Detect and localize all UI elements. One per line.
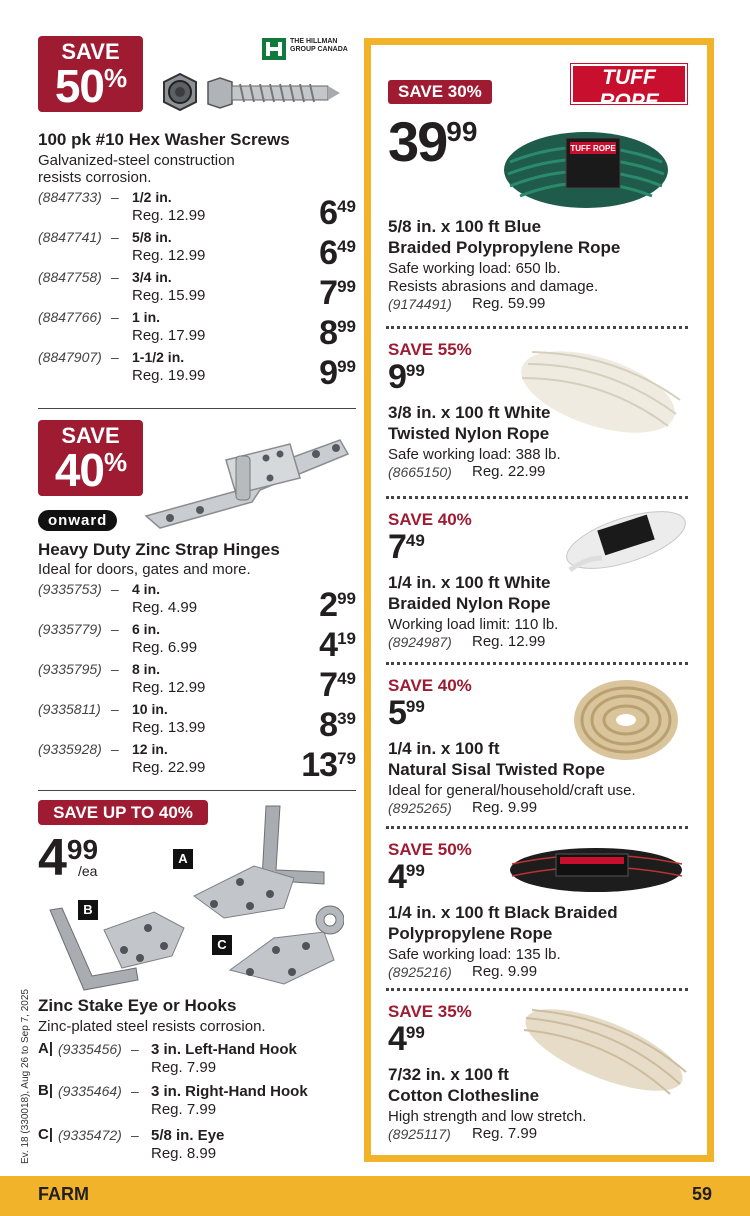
dotted-divider: [386, 326, 688, 329]
sale-price-dollars: 9: [319, 354, 338, 392]
sku-number: (8924987): [388, 634, 452, 650]
sale-price-dollars: 7: [319, 666, 338, 704]
regular-price: Reg. 9.99: [472, 799, 538, 816]
cotton-clothesline-image: [520, 1004, 688, 1098]
regular-price: Reg. 7.99: [151, 1059, 217, 1076]
save-50-badge: SAVE 50%: [38, 36, 143, 112]
tuff-rope-tagline: PREMIUM QUALITY: [593, 114, 665, 120]
regular-price: Reg. 17.99: [132, 327, 206, 344]
sku-separator: –: [131, 1041, 139, 1057]
product-title-line-2: Braided Nylon Rope: [388, 594, 551, 613]
hooks-price-cents: 99: [66, 834, 99, 865]
sku-number: (9335779): [38, 621, 102, 637]
sku-number: (9335811): [38, 701, 101, 717]
hillman-brand: THE HILLMAN GROUP CANADA: [290, 38, 348, 53]
sale-price: [319, 276, 356, 310]
strap-hinge-image: [140, 432, 354, 532]
white-braided-rope-image: [556, 508, 690, 580]
badge-percent: 50: [54, 60, 105, 112]
sku-number: (8847766): [38, 309, 102, 325]
regular-price: Reg. 12.99: [472, 633, 546, 650]
sale-price: [388, 696, 425, 730]
hooks-per-each: /ea: [78, 863, 98, 879]
page-number: 59: [691, 1184, 712, 1204]
variant-name: 3 in. Left-Hand Hook: [151, 1041, 297, 1058]
sku-separator: –: [111, 661, 119, 677]
sale-price-cents: 99: [405, 861, 425, 880]
divider: [38, 790, 356, 791]
screws-desc-1: Galvanized-steel construction: [38, 152, 235, 169]
sku-number: (8847733): [38, 189, 102, 205]
save-badge: SAVE 30%: [388, 80, 492, 104]
sale-price: [319, 316, 356, 350]
sale-price-cents: 49: [337, 237, 356, 256]
regular-price: Reg. 8.99: [151, 1145, 217, 1162]
screws-title: 100 pk #10 Hex Washer Screws: [38, 130, 290, 149]
sale-price-dollars: 5: [388, 694, 406, 732]
sale-price-dollars: 13: [301, 746, 338, 784]
save-40-badge: SAVE 40%: [38, 420, 143, 496]
save-label: SAVE 40%: [388, 676, 472, 695]
sku-number: (9335928): [38, 741, 102, 757]
badge-save-label: SAVE: [61, 39, 120, 64]
sale-price: [319, 628, 356, 662]
sku-separator: –: [111, 621, 119, 637]
product-desc-1: Safe working load: 135 lb.: [388, 946, 561, 963]
regular-price: Reg. 4.99: [132, 599, 198, 616]
regular-price: Reg. 59.99: [472, 295, 546, 312]
product-title-line-1: 1/4 in. x 100 ft Black Braided: [388, 903, 618, 922]
save-label: SAVE 35%: [388, 1002, 472, 1021]
regular-price: Reg. 9.99: [472, 963, 538, 980]
sale-price-dollars: 6: [319, 234, 338, 272]
size-option: 1/2 in.: [132, 189, 172, 205]
sale-price: [388, 530, 425, 564]
sale-price-cents: 49: [405, 531, 425, 550]
size-option: 6 in.: [132, 621, 161, 637]
product-title-line-2: Polypropylene Rope: [388, 924, 553, 943]
regular-price: Reg. 7.99: [151, 1101, 217, 1118]
sale-price-cents: 99: [337, 277, 356, 296]
sale-price-dollars: 4: [388, 858, 406, 896]
product-desc-1: Safe working load: 388 lb.: [388, 446, 561, 463]
sku-number: (8847758): [38, 269, 102, 285]
sku-separator: –: [111, 229, 119, 245]
sku-number: (8847907): [38, 349, 102, 365]
sale-price-cents: 99: [337, 357, 356, 376]
sale-price-dollars: 9: [388, 358, 406, 396]
product-title-line-1: 5/8 in. x 100 ft Blue: [388, 217, 542, 236]
save-label: SAVE 55%: [388, 340, 472, 359]
sku-number: (8847741): [38, 229, 102, 245]
blue-rope-image: [500, 122, 672, 212]
sale-price: [388, 1022, 425, 1056]
tuff-rope-logo: [571, 64, 687, 120]
badge-percent: 40: [54, 444, 105, 496]
hinges-desc: Ideal for doors, gates and more.: [38, 561, 251, 578]
sale-price-cents: 99: [405, 1023, 425, 1042]
sku-number: (9335795): [38, 661, 102, 677]
size-option: 1-1/2 in.: [132, 349, 185, 365]
sale-price-cents: 99: [446, 116, 478, 147]
hex-screw-image: [152, 68, 342, 122]
variant-letter: C|: [38, 1126, 54, 1143]
hillman-mark-icon: [262, 38, 288, 60]
sku-separator: –: [111, 741, 119, 757]
sale-price-dollars: 7: [319, 274, 338, 312]
sale-price: [319, 708, 356, 742]
sku-number: (8925265): [388, 800, 452, 816]
screws-desc-2: resists corrosion.: [38, 169, 152, 186]
hooks-desc: Zinc-plated steel resists corrosion.: [38, 1018, 266, 1035]
sale-price-cents: 49: [337, 669, 356, 688]
white-twisted-rope-image: [508, 344, 686, 436]
size-option: 12 in.: [132, 741, 168, 757]
divider: [38, 408, 356, 409]
svg-text:TUFF ROPE: TUFF ROPE: [570, 144, 616, 153]
onward-logo: onward: [38, 510, 117, 531]
sale-price-dollars: 8: [319, 314, 338, 352]
size-option: 4 in.: [132, 581, 161, 597]
sale-price-cents: 79: [337, 749, 356, 768]
footer-bar: [0, 1176, 750, 1216]
variant-name: 5/8 in. Eye: [151, 1127, 225, 1144]
sku-separator: –: [111, 309, 119, 325]
save-label: SAVE 50%: [388, 840, 472, 859]
product-title-line-2: Cotton Clothesline: [388, 1086, 540, 1105]
section-label: FARM: [38, 1184, 89, 1204]
size-option: 5/8 in.: [132, 229, 172, 245]
sale-price-dollars: 4: [388, 1020, 406, 1058]
size-option: 3/4 in.: [132, 269, 172, 285]
sale-price-dollars: 6: [319, 194, 338, 232]
label-a: A: [173, 849, 193, 869]
sale-price-cents: 99: [405, 361, 425, 380]
dotted-divider: [386, 662, 688, 665]
dotted-divider: [386, 988, 688, 991]
sale-price-cents: 99: [337, 317, 356, 336]
variant-letter: B|: [38, 1082, 54, 1099]
sku-separator: –: [111, 349, 119, 365]
sale-price: [319, 668, 356, 702]
tuff-rope-brand: TUFF ROPE: [599, 66, 659, 113]
regular-price: Reg. 13.99: [132, 719, 206, 736]
hillman-logo: [262, 38, 362, 62]
label-c: C: [212, 935, 232, 955]
sale-price: [388, 360, 425, 394]
sale-price: [319, 588, 356, 622]
sale-price-dollars: 2: [319, 586, 338, 624]
label-b: B: [78, 900, 98, 920]
regular-price: Reg. 22.99: [472, 463, 546, 480]
sale-price: [319, 196, 356, 230]
hooks-title: Zinc Stake Eye or Hooks: [38, 996, 237, 1015]
regular-price: Reg. 6.99: [132, 639, 198, 656]
sku-separator: –: [111, 581, 119, 597]
product-title-line-2: Twisted Nylon Rope: [388, 424, 550, 443]
sale-price-dollars: 7: [388, 528, 406, 566]
sku-number: (9335456): [58, 1041, 122, 1057]
variant-name: 3 in. Right-Hand Hook: [151, 1083, 308, 1100]
regular-price: Reg. 12.99: [132, 247, 206, 264]
product-title-line-2: Braided Polypropylene Rope: [388, 238, 621, 257]
regular-price: Reg. 12.99: [132, 679, 206, 696]
hooks-price-dollars: 4: [38, 829, 67, 887]
product-title-line-2: Natural Sisal Twisted Rope: [388, 760, 605, 779]
product-desc-1: High strength and low stretch.: [388, 1108, 587, 1125]
hinges-title: Heavy Duty Zinc Strap Hinges: [38, 540, 280, 559]
sku-separator: –: [111, 189, 119, 205]
regular-price: Reg. 7.99: [472, 1125, 538, 1142]
sidebar-event-code: Ev. 18 (330018), Aug 26 to Sep 7, 2025: [20, 989, 31, 1164]
variant-letter: A|: [38, 1040, 54, 1057]
sale-price-cents: 49: [337, 197, 356, 216]
product-desc-1: Safe working load: 650 lb.: [388, 260, 561, 277]
sale-price: [388, 860, 425, 894]
product-title-line-1: 1/4 in. x 100 ft White: [388, 573, 551, 592]
sku-number: (8925216): [388, 964, 452, 980]
stake-hooks-image: [44, 800, 344, 992]
sku-number: (9335464): [58, 1083, 122, 1099]
sale-price-cents: 39: [337, 709, 356, 728]
sku-number: (9174491): [388, 296, 452, 312]
sale-price-dollars: 39: [388, 110, 447, 173]
sale-price: [388, 110, 478, 173]
product-title-line-1: 3/8 in. x 100 ft White: [388, 403, 551, 422]
badge-save-label: SAVE: [61, 423, 120, 448]
regular-price: Reg. 19.99: [132, 367, 206, 384]
sku-number: (8925117): [388, 1126, 451, 1142]
save-label: SAVE 40%: [388, 510, 472, 529]
sale-price: [301, 748, 356, 782]
product-desc-1: Working load limit: 110 lb.: [388, 616, 559, 633]
save-up-to-40-badge: SAVE UP TO 40%: [38, 800, 208, 825]
size-option: 10 in.: [132, 701, 168, 717]
product-title-line-1: 1/4 in. x 100 ft: [388, 739, 500, 758]
sale-price: [319, 236, 356, 270]
sku-separator: –: [131, 1083, 139, 1099]
product-desc-1: Ideal for general/household/craft use.: [388, 782, 636, 799]
black-braided-rope-image: [500, 842, 690, 896]
sale-price-cents: 99: [337, 589, 356, 608]
sisal-rope-image: [570, 674, 682, 764]
regular-price: Reg. 22.99: [132, 759, 206, 776]
sale-price-cents: 19: [337, 629, 356, 648]
size-option: 8 in.: [132, 661, 161, 677]
sku-number: (9335753): [38, 581, 102, 597]
sale-price-cents: 99: [405, 697, 425, 716]
sku-number: (9335472): [58, 1127, 122, 1143]
regular-price: Reg. 15.99: [132, 287, 206, 304]
sale-price-dollars: 4: [319, 626, 338, 664]
dotted-divider: [386, 496, 688, 499]
sale-price: [319, 356, 356, 390]
sale-price-dollars: 8: [319, 706, 338, 744]
sku-separator: –: [131, 1127, 139, 1143]
sku-separator: –: [111, 269, 119, 285]
sku-number: (8665150): [388, 464, 452, 480]
regular-price: Reg. 12.99: [132, 207, 206, 224]
product-title-line-1: 7/32 in. x 100 ft: [388, 1065, 509, 1084]
size-option: 1 in.: [132, 309, 161, 325]
product-desc-2: Resists abrasions and damage.: [388, 278, 599, 295]
dotted-divider: [386, 826, 688, 829]
sku-separator: –: [111, 701, 119, 717]
